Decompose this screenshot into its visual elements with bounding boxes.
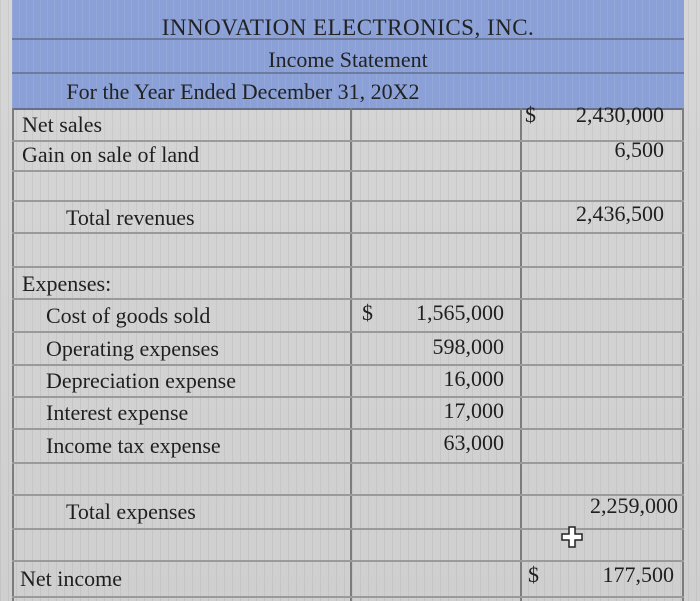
expense-item-label: Operating expenses — [46, 336, 219, 361]
total-expenses-value: 2,259,000 — [590, 493, 678, 518]
net-income-dollar-sign: $ — [528, 562, 539, 587]
row-divider — [12, 560, 684, 562]
row-divider — [12, 428, 684, 430]
net-sales-value: 2,430,000 — [576, 102, 664, 127]
row-divider — [12, 298, 684, 300]
row-divider — [12, 494, 684, 496]
net-sales-dollar-sign: $ — [525, 102, 536, 127]
row-divider — [12, 396, 684, 398]
row-divider — [12, 331, 684, 333]
row-divider — [12, 364, 684, 366]
expense-item-value: 17,000 — [443, 398, 504, 423]
expense-item-value: 1,565,000 — [416, 300, 504, 325]
crosshair-cursor-icon — [561, 526, 583, 548]
total-revenues-value: 2,436,500 — [576, 201, 664, 226]
expense-item-value: 16,000 — [443, 366, 504, 391]
row-divider — [12, 266, 684, 268]
net-sales-label: Net sales — [22, 112, 103, 137]
expenses-dollar-sign: $ — [362, 300, 373, 325]
row-divider — [12, 170, 684, 172]
expense-item-label: Depreciation expense — [46, 368, 236, 393]
expense-item-label: Cost of goods sold — [46, 303, 211, 328]
net-income-label: Net income — [20, 566, 123, 591]
row-divider — [12, 596, 684, 598]
expense-item-value: 63,000 — [443, 430, 504, 455]
expense-item-label: Income tax expense — [46, 433, 221, 458]
total-revenues-label: Total revenues — [66, 205, 195, 230]
row-divider — [12, 232, 684, 234]
expense-item-label: Interest expense — [46, 400, 189, 425]
statement-title: Income Statement — [268, 47, 428, 72]
statement-header — [12, 0, 684, 110]
company-name: INNOVATION ELECTRONICS, INC. — [161, 15, 535, 40]
expenses-heading: Expenses: — [22, 271, 112, 296]
row-divider — [12, 462, 684, 464]
total-expenses-label: Total expenses — [66, 499, 196, 524]
gain-on-sale-value: 6,500 — [614, 137, 664, 162]
row-divider — [12, 528, 684, 530]
statement-period: For the Year Ended December 31, 20X2 — [66, 79, 420, 104]
gain-on-sale-label: Gain on sale of land — [22, 142, 200, 167]
expense-item-value: 598,000 — [432, 334, 504, 359]
net-income-value: 177,500 — [602, 562, 674, 587]
